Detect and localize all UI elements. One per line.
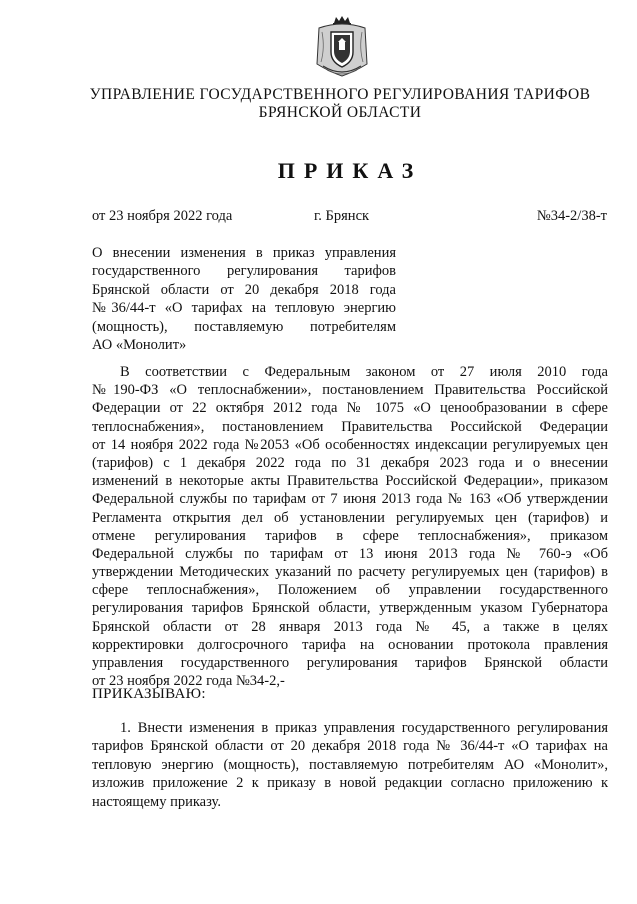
preamble-line: от 14 ноября 2022 года №2053 «Об особенностях индексации регулируемых цен bbox=[92, 436, 608, 453]
item-line: тепловую энергию (мощность), поставляемую потребителям АО «Монолит», bbox=[92, 756, 608, 773]
order-city: г. Брянск bbox=[314, 208, 370, 224]
subject-line: государственного регулирования тарифов bbox=[92, 263, 396, 280]
preamble-line: Брянской области от 28 января 2013 года № 45, а также в целях bbox=[92, 618, 608, 635]
preamble-line: В соответствии с Федеральным законом от 27 июля 2010 года bbox=[120, 364, 608, 380]
coat-of-arms-icon bbox=[313, 14, 371, 78]
preamble-line: от 23 ноября 2022 года №34-2,- bbox=[92, 673, 285, 690]
preamble-line: Федеральной службы по тарифам от 13 июня 2013 года № 760-э «Об bbox=[92, 545, 608, 562]
preamble-line: управления государственного регулирования тарифов Брянской области bbox=[92, 655, 608, 671]
order-item-1 bbox=[92, 719, 608, 811]
item-line: 1. Внести изменения в приказ управления государственного регулирования bbox=[120, 720, 608, 736]
preamble-line: утверждении Методических указаний по расчету регулируемых цен (тарифов) в bbox=[92, 564, 608, 581]
order-date: от 23 ноября 2022 года bbox=[92, 208, 233, 224]
order-number: №34-2/38-т bbox=[536, 208, 607, 224]
preamble-line: №190-ФЗ «О теплоснабжении», постановлением Правительства Российской bbox=[92, 382, 608, 399]
preamble-line: отмене регулирования тарифов в сфере теплоснабжения», приказом bbox=[92, 527, 608, 544]
subject-line: Брянской области от 20 декабря 2018 года bbox=[92, 281, 396, 298]
preamble-line: Регламента открытия дел об установлении регулируемых цен (тарифов) и bbox=[92, 509, 608, 526]
item-line: настоящему приказу. bbox=[92, 793, 221, 810]
document-title: ПРИКАЗ bbox=[277, 158, 423, 183]
agency-name-line2: БРЯНСКОЙ ОБЛАСТИ bbox=[258, 104, 422, 121]
subject-line: О внесении изменения в приказ управления bbox=[92, 245, 396, 261]
preamble-line: Федерации от 22 октября 2012 года № 1075 «О ценообразовании в сфере bbox=[92, 400, 608, 417]
subject-line: АО «Монолит» bbox=[92, 336, 187, 353]
preamble-line: корректировки долгосрочного тарифа на основании протокола правления bbox=[92, 636, 608, 653]
decree-word: ПРИКАЗЫВАЮ: bbox=[92, 686, 206, 702]
preamble-line: Федеральной службы по тарифам от 7 июня 2013 года № 163 «Об утверждении bbox=[92, 491, 608, 508]
item-line: изложив приложение 2 к приказу в новой редакции согласно приложению к bbox=[92, 775, 608, 792]
order-subject bbox=[92, 244, 396, 354]
preamble-line: теплоснабжения», постановлением Правительства Российской Федерации bbox=[92, 418, 608, 435]
preamble-line: (тарифов) с 1 декабря 2022 года по 31 декабря 2023 года и о внесении bbox=[92, 454, 608, 471]
preamble-line: регулирования тарифов Брянской области, утвержденным указом Губернатора bbox=[92, 600, 608, 617]
agency-name-line1: УПРАВЛЕНИЕ ГОСУДАРСТВЕННОГО РЕГУЛИРОВАНИЯ ТАРИФОВ bbox=[89, 86, 591, 103]
preamble-line: изменений в некоторые акты Правительства Российской Федерации», приказом bbox=[92, 473, 608, 490]
item-line: тарифов Брянской области от 20 декабря 2018 года № 36/44-т «О тарифах на bbox=[92, 738, 608, 755]
preamble-line: сфере теплоснабжения», Положением об управлении государственного bbox=[92, 582, 608, 599]
subject-line: (мощность), поставляемую потребителям bbox=[92, 318, 396, 335]
preamble-paragraph bbox=[92, 363, 608, 690]
subject-line: №36/44-т «О тарифах на тепловую энергию bbox=[92, 300, 396, 317]
